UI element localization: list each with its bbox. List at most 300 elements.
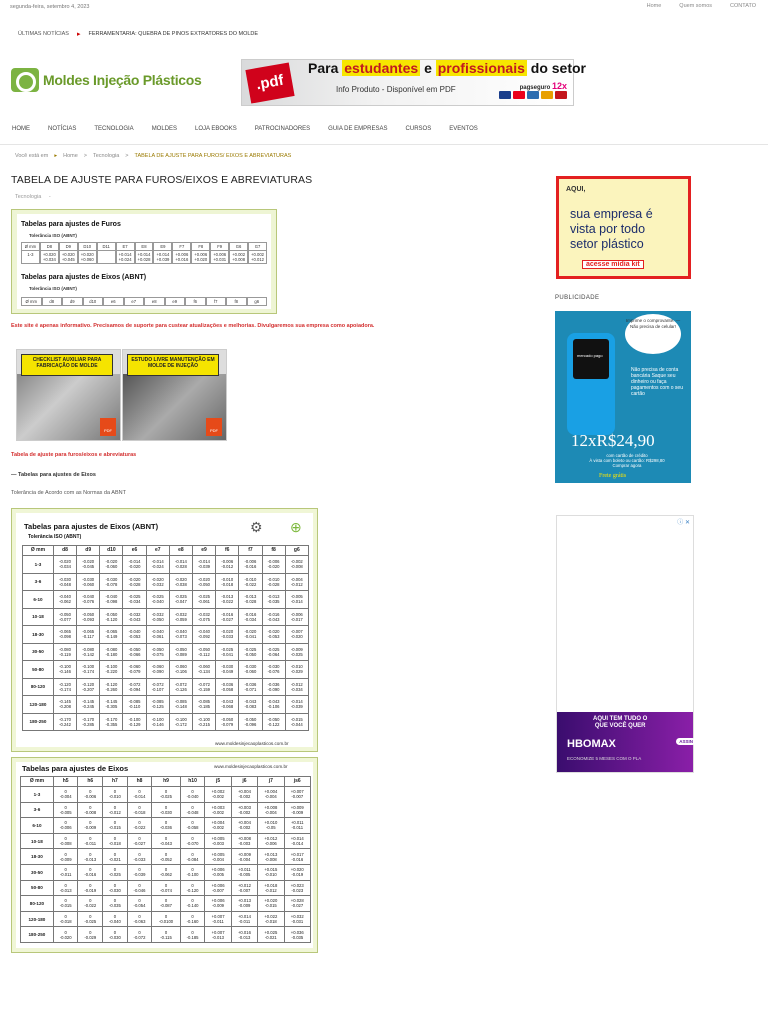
table-cell: -0.050 -0.122 — [262, 713, 285, 731]
table-cell: -0.030 -0.048 — [53, 573, 76, 591]
table-cell: 0 -0.070 — [180, 833, 205, 849]
table-cell: -0.100 -0.146 — [53, 661, 76, 679]
pay-brand: pagseguro — [519, 85, 551, 91]
table-cell: -0.100 -0.172 — [169, 713, 192, 731]
table-cell: +0.008 -0.003 — [231, 833, 257, 849]
table-cell: 0 -0.036 — [152, 818, 180, 834]
row-header-cell: 120-180 — [23, 696, 54, 714]
table-cell: -0.014 -0.028 — [169, 556, 192, 574]
row-header-cell: 6-10 — [23, 591, 54, 609]
table-cell: -0.032 -0.059 — [169, 608, 192, 626]
table-cell — [97, 250, 116, 264]
table-cell: -0.006 -0.017 — [285, 608, 308, 626]
nav-loja-ebooks[interactable]: LOJA EBOOKS — [195, 126, 237, 132]
table-cell: -0.010 -0.029 — [285, 661, 308, 679]
publicidade-label: PUBLICIDADE — [555, 295, 600, 301]
table-header-cell: Ø mm — [21, 297, 42, 306]
table-row — [23, 643, 309, 661]
table-cell: -0.050 -0.093 — [77, 608, 100, 626]
table-cell: -0.014 -0.039 — [192, 556, 215, 574]
table-cell: 0 -0.004 — [53, 787, 78, 803]
card-amex-icon — [527, 91, 539, 99]
table-cell: 0 -0.030 — [103, 880, 128, 896]
row-header-cell: 50-80 — [23, 661, 54, 679]
table-cell: 0 -0.100 — [180, 864, 205, 880]
table-cell: +0.017 -0.016 — [284, 849, 311, 865]
table-cell: 0 -0.019 — [78, 880, 103, 896]
table-cell: -0.085 -0.185 — [192, 696, 215, 714]
shaft-fit-table-h-j — [11, 757, 318, 953]
table-cell: -0.040 -0.076 — [77, 591, 100, 609]
holes-table-title: Tabelas para ajustes de Furos — [21, 221, 121, 228]
table-cell: 0 -0.014 — [127, 787, 152, 803]
card-elo-icon — [541, 91, 553, 99]
table-cell: 0 -0.013 — [78, 849, 103, 865]
hbomax-ad[interactable] — [556, 515, 694, 773]
table-cell: -0.100 -0.174 — [77, 661, 100, 679]
table-cell: -0.072 -0.159 — [192, 678, 215, 696]
table-cell: -0.050 -0.112 — [192, 643, 215, 661]
section-heading: — Tabelas para ajustes de Eixos — [11, 472, 96, 478]
article-link[interactable]: Tabela de ajuste para furos/eixos e abreviaturas — [11, 452, 137, 458]
table-cell: -0.007 -0.020 — [285, 626, 308, 644]
table-header-cell: f8 — [226, 297, 247, 306]
pdf-icon: .pdf — [245, 62, 294, 103]
table-cell: -0.040 -0.092 — [192, 626, 215, 644]
row-header-cell: 3-6 — [23, 573, 54, 591]
table-cell: -0.043 -0.083 — [239, 696, 262, 714]
table-cell: +0.006 +0.031 — [210, 250, 229, 264]
table-cell: 0 -0.011 — [53, 864, 78, 880]
table-cell: -0.060 -0.134 — [192, 661, 215, 679]
table-header-cell: j6 — [231, 777, 257, 787]
table-header-cell: g6 — [247, 297, 268, 306]
banner-headline-mid: e — [424, 60, 432, 76]
table-header-cell: j7 — [258, 777, 284, 787]
table-header-cell: h10 — [180, 777, 205, 787]
table-cell: 0 -0.025 — [78, 911, 103, 927]
row-header-cell: 6-10 — [21, 818, 54, 834]
table-cell: -0.040 -0.073 — [169, 626, 192, 644]
nav-cursos[interactable]: CURSOS — [405, 126, 432, 132]
table-cell: 0 -0.010 — [103, 787, 128, 803]
table-header-cell: F7 — [172, 242, 191, 251]
table-cell: +0.004 -0.002 — [231, 818, 257, 834]
table-cell: +0.006 -0.005 — [205, 864, 231, 880]
media-kit-button[interactable]: acesse mídia kit — [582, 260, 644, 269]
checklist-card[interactable] — [16, 349, 121, 441]
top-bar — [0, 0, 768, 16]
table-row — [21, 849, 311, 865]
row-header-cell: 120-180 — [21, 911, 54, 927]
table-cell: -0.072 -0.107 — [146, 678, 169, 696]
table-cell: +0.003 -0.002 — [205, 802, 231, 818]
breadcrumb — [15, 153, 291, 159]
hbo-headline — [593, 716, 647, 730]
payment-cards-icons — [499, 91, 567, 99]
nav-home[interactable]: HOME — [12, 126, 30, 132]
ad-fine3: Comprar agora — [612, 463, 642, 468]
post-category — [15, 194, 51, 200]
table-cell: -0.040 -0.053 — [123, 626, 146, 644]
table-cell: 0 -0.018 — [103, 833, 128, 849]
table-header-cell: D9 — [59, 242, 78, 251]
nav-divider — [0, 144, 768, 145]
table-cell: -0.002 -0.008 — [285, 556, 308, 574]
table-cell: -0.016 -0.027 — [216, 608, 239, 626]
table-header-cell: h5 — [53, 777, 78, 787]
adchoices-icon[interactable]: ⓘ ✕ — [677, 520, 690, 526]
table-cell: 0 -0.063 — [127, 911, 152, 927]
table-cell: 0 -0.115 — [152, 927, 180, 943]
ad-fine2: À vista com boleto ou cartão: R$298,80 — [589, 458, 665, 463]
table-header-cell: e9 — [192, 546, 215, 556]
table-cell: +0.011 -0.011 — [284, 818, 311, 834]
table-cell: -0.100 -0.146 — [146, 713, 169, 731]
table-cell: 0 -0.040 — [103, 911, 128, 927]
table-cell: +0.013 -0.009 — [231, 896, 257, 912]
table-header-cell: f6 — [185, 297, 206, 306]
table-cell: -0.043 -0.068 — [216, 696, 239, 714]
shafts-table-subtitle: Tolerância ISO (ABNT) — [29, 286, 77, 291]
table-cell: -0.065 -0.117 — [77, 626, 100, 644]
table-cell: +0.011 -0.005 — [231, 864, 257, 880]
table-cell: 1-3 — [21, 250, 40, 264]
table-header-cell: d8 — [53, 546, 76, 556]
table-cell: 0 -0.025 — [103, 864, 128, 880]
table-cell: +0.028 -0.027 — [284, 896, 311, 912]
table-cell: -0.085 -0.148 — [169, 696, 192, 714]
table-cell: +0.004 -0.002 — [231, 787, 257, 803]
table-header-cell: js6 — [284, 777, 311, 787]
table-cell: +0.032 -0.031 — [284, 911, 311, 927]
table-header-cell: h9 — [152, 777, 180, 787]
page-title: TABELA DE AJUSTE PARA FUROS/EIXOS E ABREVIATURAS — [11, 174, 313, 186]
table-cell: -0.025 -0.034 — [123, 591, 146, 609]
table-header-cell: h7 — [103, 777, 128, 787]
table-header-cell: e7 — [124, 297, 145, 306]
table-cell: -0.170 -0.242 — [53, 713, 76, 731]
hbomax-logo: HBOMAX — [567, 738, 616, 750]
table-cell: -0.043 -0.106 — [262, 696, 285, 714]
holes-table-row — [21, 250, 267, 264]
table-cell: -0.006 -0.012 — [216, 556, 239, 574]
table-cell: -0.032 -0.043 — [123, 608, 146, 626]
table-cell: -0.020 -0.028 — [123, 573, 146, 591]
table-cell: -0.072 -0.126 — [169, 678, 192, 696]
row-header-cell: 3-6 — [21, 802, 54, 818]
table-cell: 0 -0.058 — [180, 818, 205, 834]
table-footer-url: www.moldesinjecaoplasticos.com.br — [215, 741, 289, 746]
ticker-headline[interactable]: FERRAMENTARIA: QUEBRA DE PINOS EXTRATORES DO MOLDE — [88, 31, 259, 37]
manutencao-card[interactable] — [122, 349, 227, 441]
ad-text: Não precisa de conta bancária Saque seu dinheiro ou faça pagamentos com o seu cartão — [631, 367, 683, 397]
sidebar-media-kit-ad[interactable] — [556, 176, 691, 279]
table-header-cell: j5 — [205, 777, 231, 787]
nav-eventos[interactable]: EVENTOS — [449, 126, 478, 132]
table-cell: -0.025 -0.050 — [239, 643, 262, 661]
table-cell: +0.022 -0.018 — [258, 911, 284, 927]
breadcrumb-arrow-icon: ▸ — [54, 153, 58, 159]
table-cell: 0 -0.005 — [53, 802, 78, 818]
table-cell: +0.007 -0.007 — [284, 787, 311, 803]
table-cell: 0 -0.022 — [78, 896, 103, 912]
hbo-line1: AQUI TEM TUDO O — [593, 716, 648, 722]
pdf-icon: PDF — [206, 418, 222, 436]
pagseguro-logo — [520, 81, 567, 91]
row-header-cell: 50-80 — [21, 880, 54, 896]
table-cell: +0.016 -0.013 — [231, 927, 257, 943]
table-cell: -0.010 -0.028 — [262, 573, 285, 591]
table-header-cell: e8 — [144, 297, 165, 306]
table-header-cell: e6 — [103, 297, 124, 306]
shafts-table-head — [21, 297, 267, 306]
tolerance-table — [22, 545, 309, 731]
breadcrumb-here: Você está em — [15, 153, 49, 159]
table-cell: 0 -0.015 — [53, 896, 78, 912]
table-cell: -0.010 -0.018 — [216, 573, 239, 591]
table-row — [21, 927, 311, 943]
hbo-cta-button[interactable]: ASSIN — [676, 738, 696, 745]
table-cell: +0.014 -0.011 — [231, 911, 257, 927]
table-cell: +0.025 -0.021 — [258, 927, 284, 943]
crosshair-icon: ⊕ — [290, 519, 302, 535]
table-cell: 0 -0.033 — [127, 849, 152, 865]
table-title: Tabelas para ajustes de Eixos — [22, 764, 129, 773]
table-cell: +0.004 -0.004 — [258, 787, 284, 803]
table-cell: +0.015 -0.010 — [258, 864, 284, 880]
table-cell: 0 -0.009 — [78, 818, 103, 834]
table-cell: -0.145 -0.305 — [100, 696, 123, 714]
tolerance-table — [20, 776, 311, 943]
table-row — [21, 802, 311, 818]
table-url: www.moldesinjecaoplasticos.com.br — [214, 764, 288, 769]
table-cell: -0.009 -0.025 — [285, 643, 308, 661]
nav-moldes[interactable]: MOLDES — [151, 126, 178, 132]
table-cell: -0.030 -0.060 — [239, 661, 262, 679]
table-header-cell: d10 — [100, 546, 123, 556]
table-header-cell: f7 — [206, 297, 227, 306]
post-category-sep: - — [48, 194, 51, 200]
table-header-cell: d8 — [42, 297, 63, 306]
table-header-cell: D8 — [40, 242, 59, 251]
ad-line3: setor plástico — [570, 237, 644, 251]
table-row — [23, 591, 309, 609]
post-category-link[interactable]: Tecnologia — [15, 194, 42, 200]
breadcrumb-section[interactable]: Tecnologia — [92, 153, 120, 159]
top-link-home[interactable]: Home — [646, 3, 662, 9]
breadcrumb-current: TABELA DE AJUSTE PARA FUROS/ EIXOS E ABREVIATURAS — [134, 153, 292, 159]
table-cell: -0.050 -0.089 — [169, 643, 192, 661]
banner-subtitle: Info Produto - Disponível em PDF — [336, 85, 456, 94]
breadcrumb-sep-icon: > — [125, 153, 129, 159]
table-header-cell: f7 — [239, 546, 262, 556]
top-link-contact[interactable]: CONTATO — [730, 3, 756, 9]
table-cell: -0.032 -0.050 — [146, 608, 169, 626]
table-cell: -0.170 -0.285 — [77, 713, 100, 731]
table-cell: -0.050 -0.079 — [216, 713, 239, 731]
ticker-arrow-icon: ▸ — [76, 31, 81, 38]
table-cell: +0.005 -0.004 — [205, 849, 231, 865]
table-row — [21, 818, 311, 834]
ad-line2: vista por todo — [570, 222, 646, 236]
table-cell: -0.025 -0.047 — [169, 591, 192, 609]
table-cell: -0.080 -0.142 — [77, 643, 100, 661]
table-cell: 0 -0.025 — [152, 787, 180, 803]
table-cell: +0.036 -0.035 — [284, 927, 311, 943]
ticker-label: ÚLTIMAS NOTÍCIAS — [18, 31, 69, 37]
table-cell: -0.025 -0.041 — [216, 643, 239, 661]
table-cell: +0.008 -0.004 — [258, 802, 284, 818]
table-cell: +0.002 +0.008 — [229, 250, 248, 264]
banner-headline-pre: Para — [308, 60, 339, 76]
table-cell: +0.003 -0.002 — [231, 802, 257, 818]
table-cell: -0.085 -0.110 — [123, 696, 146, 714]
tolerance-note: Tolerância de Acordo com as Normas da ABNT — [11, 490, 126, 496]
table-cell: 0 -0.185 — [180, 927, 205, 943]
table-cell: +0.007 -0.013 — [205, 927, 231, 943]
table-header-cell: E7 — [116, 242, 135, 251]
table-cell: -0.120 -0.260 — [100, 678, 123, 696]
table-cell: -0.013 -0.022 — [216, 591, 239, 609]
fit-table-preview-image[interactable] — [11, 209, 277, 314]
table-cell: -0.016 -0.034 — [239, 608, 262, 626]
logo-text: Moldes Injeção Plásticos — [43, 72, 202, 88]
table-cell: -0.050 -0.096 — [239, 713, 262, 731]
table-row — [23, 713, 309, 731]
row-header-cell: 30-50 — [21, 864, 54, 880]
table-header-cell: G7 — [248, 242, 267, 251]
pay-installments: 12x — [551, 81, 567, 91]
table-cell: -0.020 -0.034 — [53, 556, 76, 574]
table-cell: -0.036 -0.090 — [262, 678, 285, 696]
nav-tecnologia[interactable]: TECNOLOGIA — [94, 126, 134, 132]
table-cell: +0.020 +0.034 — [40, 250, 59, 264]
table-cell: -0.012 -0.034 — [285, 678, 308, 696]
table-cell: +0.002 +0.012 — [248, 250, 267, 264]
table-cell: -0.060 -0.079 — [123, 661, 146, 679]
table-cell: +0.014 +0.039 — [153, 250, 172, 264]
table-cell: 0 -0.029 — [78, 927, 103, 943]
table-cell: -0.032 -0.075 — [192, 608, 215, 626]
table-cell: -0.072 -0.094 — [123, 678, 146, 696]
table-cell: 0 -0.008 — [53, 833, 78, 849]
card-caption: CHECKLIST AUXILIAR PARA FABRICAÇÃO DE MOLDE — [21, 354, 113, 376]
table-cell: 0 -0.062 — [152, 864, 180, 880]
table-cell: +0.020 -0.015 — [258, 896, 284, 912]
mercado-pago-ad[interactable] — [555, 311, 691, 483]
shaft-fit-table-abnt — [11, 508, 318, 752]
table-cell: 0 -0.087 — [152, 896, 180, 912]
table-row — [23, 678, 309, 696]
shaft-part-icon: ⚙ — [250, 519, 263, 535]
table-cell: -0.050 -0.075 — [146, 643, 169, 661]
table-header-row — [21, 777, 311, 787]
nav-guia-empresas[interactable]: GUIA DE EMPRESAS — [328, 126, 388, 132]
table-cell: -0.085 -0.125 — [146, 696, 169, 714]
ad-bubble: Imprime o comprovante. — Não precisa de celular! — [625, 314, 681, 354]
pdf-icon: PDF — [100, 418, 116, 436]
table-row — [21, 880, 311, 896]
fit-preview-paper — [17, 214, 271, 309]
nav-patrocinadores[interactable]: PATROCINADORES — [254, 126, 311, 132]
row-header-cell: 1-3 — [23, 556, 54, 574]
table-cell: -0.060 -0.090 — [146, 661, 169, 679]
top-link-about[interactable]: Quem somos — [679, 3, 713, 9]
table-cell: 0 -0.054 — [127, 896, 152, 912]
banner-headline-word1: estudantes — [344, 60, 419, 76]
table-row — [21, 896, 311, 912]
table-cell: 0 -0.052 — [152, 849, 180, 865]
table-row — [21, 911, 311, 927]
table-cell: 0 -0.009 — [53, 849, 78, 865]
table-row — [23, 626, 309, 644]
table-cell: +0.014 -0.014 — [284, 833, 311, 849]
row-header-cell: 1-3 — [21, 787, 54, 803]
table-cell: -0.006 -0.020 — [262, 556, 285, 574]
ad-line1: sua empresa é — [570, 207, 653, 221]
table-cell: -0.015 -0.044 — [285, 713, 308, 731]
table-subtitle: Tolerância ISO (ABNT) — [28, 534, 82, 540]
table-header-cell: e6 — [123, 546, 146, 556]
table-cell: -0.050 -0.066 — [123, 643, 146, 661]
top-links — [647, 3, 756, 9]
table-header-cell: f8 — [262, 546, 285, 556]
table-header-cell: h8 — [127, 777, 152, 787]
banner-headline-word2: profissionais — [437, 60, 525, 76]
table-cell: -0.120 -0.207 — [77, 678, 100, 696]
table-cell: 0 -0.074 — [152, 880, 180, 896]
table-header-cell: f6 — [216, 546, 239, 556]
table-cell: 0 -0.016 — [78, 864, 103, 880]
header-banner-ad[interactable] — [241, 59, 587, 106]
row-header-cell: 18-30 — [23, 626, 54, 644]
row-header-cell: 80-120 — [21, 896, 54, 912]
table-cell: -0.030 -0.076 — [262, 661, 285, 679]
ad-aqui: AQUI, — [566, 186, 586, 193]
current-date: segunda-feira, setembro 4, 2023 — [10, 4, 90, 10]
table-cell: 0 -0.015 — [103, 818, 128, 834]
row-header-cell: 80-120 — [23, 678, 54, 696]
table-row — [23, 696, 309, 714]
table-cell: -0.014 -0.024 — [146, 556, 169, 574]
banner-headline-post: do setor — [530, 60, 587, 76]
table-cell: -0.020 -0.032 — [146, 573, 169, 591]
table-cell: +0.012 -0.006 — [258, 833, 284, 849]
table-row — [23, 573, 309, 591]
table-cell: -0.020 -0.038 — [169, 573, 192, 591]
table-cell: 0 -0.006 — [78, 787, 103, 803]
table-cell: +0.005 -0.003 — [205, 833, 231, 849]
hbo-tagline: ECONOMIZE 5 MESES COM O PLA — [567, 756, 642, 761]
nav-noticias[interactable]: NOTÍCIAS — [48, 126, 77, 132]
logo-icon — [11, 68, 39, 92]
table-cell: -0.040 -0.062 — [53, 591, 76, 609]
table-cell: -0.080 -0.180 — [100, 643, 123, 661]
table-header-cell: e8 — [169, 546, 192, 556]
table-header-cell: F8 — [191, 242, 210, 251]
table-cell: -0.025 -0.061 — [192, 591, 215, 609]
row-header-cell: 30-50 — [23, 643, 54, 661]
table-cell: -0.020 -0.033 — [216, 626, 239, 644]
table-row — [21, 864, 311, 880]
table-row — [23, 556, 309, 574]
table-row — [21, 833, 311, 849]
table-cell: 0 -0.018 — [53, 911, 78, 927]
table-cell: 0 -0.040 — [180, 787, 205, 803]
site-logo[interactable] — [11, 68, 202, 92]
breadcrumb-home[interactable]: Home — [63, 153, 78, 159]
